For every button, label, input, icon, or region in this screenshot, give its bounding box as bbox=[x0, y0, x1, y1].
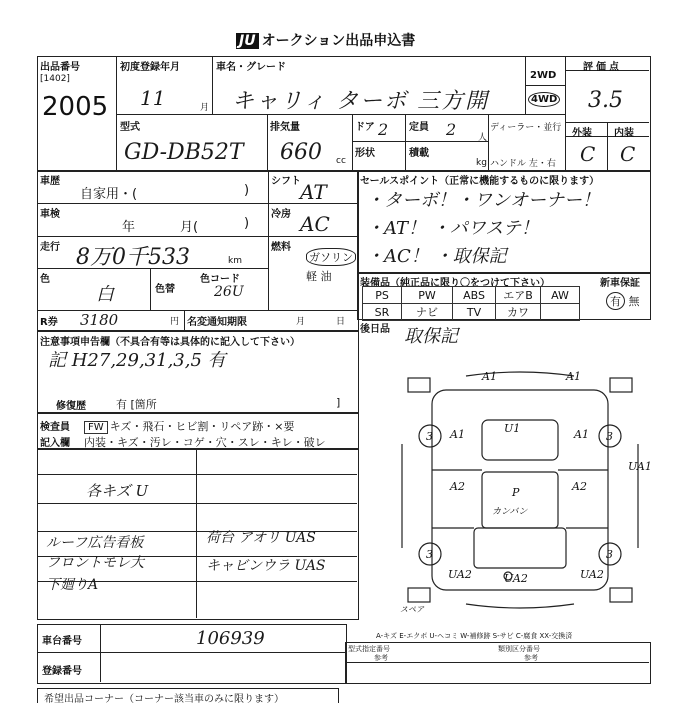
type-label-c: 類別区分番号 bbox=[498, 645, 540, 653]
note-left-3: フロントモレ大 bbox=[46, 555, 144, 571]
first-reg-label: 初度登録年月 bbox=[120, 62, 180, 73]
dmg-a1-front-right: A1 bbox=[566, 370, 581, 383]
note-left-1: 各キズ U bbox=[86, 482, 149, 500]
type-label-a: 型式指定番号 bbox=[348, 645, 390, 653]
color-change-label: 色替 bbox=[155, 284, 175, 295]
after-label: 後日品 bbox=[360, 324, 390, 335]
rating-label: 評価点 bbox=[583, 62, 622, 73]
repair-value: 有 [箇所 bbox=[116, 398, 157, 411]
form-header bbox=[236, 30, 415, 50]
history-value: 自家用・( bbox=[80, 187, 138, 202]
car-name-label: 車名・グレード bbox=[216, 62, 286, 73]
car-damage-diagram bbox=[400, 360, 670, 620]
lot-label: 出品番号 bbox=[40, 62, 80, 73]
inspector-label-2: 記入欄 bbox=[40, 438, 70, 449]
new-warranty-label: 新車保証 bbox=[600, 278, 640, 289]
dmg-a1-left: A1 bbox=[450, 428, 465, 441]
warranty-yes: 有 bbox=[606, 292, 625, 310]
interior-value: C bbox=[620, 142, 636, 166]
drive-2wd: 2WD bbox=[530, 70, 557, 81]
inspector-label-1: 検査員 bbox=[40, 422, 70, 433]
notes-value: 記 H27,29,31,3,5 有 bbox=[48, 350, 226, 371]
shape-label: 形状 bbox=[355, 148, 375, 159]
car-name-value: キャリィ ターボ 三方開 bbox=[232, 89, 490, 114]
shaken-label: 車検 bbox=[40, 209, 60, 220]
type-label-b: 参考 bbox=[374, 654, 388, 662]
exterior-label: 外装 bbox=[572, 128, 592, 139]
capacity-value: 2 bbox=[446, 120, 457, 139]
meigi-label: 名変通知期限 bbox=[187, 317, 247, 328]
equipment-label: 装備品（純正品に限り〇をつけて下さい） bbox=[360, 278, 550, 289]
equip-pw: PW bbox=[418, 288, 436, 302]
inspect-fw: FW bbox=[84, 421, 108, 434]
equip-ps: PS bbox=[375, 288, 389, 302]
tire-rl: 3 bbox=[426, 548, 433, 561]
shift-value: AT bbox=[300, 180, 327, 204]
dmg-u1-roof: U1 bbox=[504, 422, 521, 435]
notes-label: 注意事項申告欄（不具合有等は具体的に記入して下さい） bbox=[40, 337, 300, 348]
dmg-ua2-right: UA2 bbox=[580, 568, 604, 581]
rating-value: 3.5 bbox=[588, 88, 623, 113]
meigi-day: 日 bbox=[336, 317, 346, 327]
load-unit: kg bbox=[476, 158, 487, 168]
mileage-unit: km bbox=[228, 256, 242, 266]
equip-aw: AW bbox=[551, 288, 569, 302]
warranty-no: 無 bbox=[628, 295, 640, 308]
dmg-a2-right: A2 bbox=[572, 480, 587, 493]
frame-label: 車台番号 bbox=[42, 636, 82, 647]
color-code-value: 26U bbox=[214, 284, 244, 300]
frame-value: 106939 bbox=[196, 628, 265, 649]
shaken-close: ) bbox=[244, 216, 250, 231]
inspect-row-1 bbox=[84, 418, 294, 434]
history-label: 車歴 bbox=[40, 176, 60, 187]
fuel-gasoline: ガソリン bbox=[306, 248, 356, 266]
fuel-label: 燃料 bbox=[271, 242, 291, 253]
equip-navi: ナビ bbox=[416, 306, 438, 319]
sales-line-1: ・ターボ！・ワンオーナー！ bbox=[366, 190, 600, 211]
capacity-unit: 人 bbox=[478, 133, 488, 143]
equipment-table bbox=[362, 286, 580, 321]
mileage-label: 走行 bbox=[40, 242, 60, 253]
fuel-diesel: 軽 油 bbox=[306, 270, 332, 283]
recycle-value: 3180 bbox=[80, 311, 119, 329]
form-title: オークション出品申込書 bbox=[261, 33, 416, 49]
sales-line-2: ・AT！ ・パワステ！ bbox=[366, 218, 539, 239]
interior-label: 内装 bbox=[614, 128, 634, 139]
inspect-exterior: キズ・飛石・ヒビ割・リペア跡・×要 bbox=[109, 420, 295, 433]
repair-close: ] bbox=[336, 396, 341, 409]
displacement-label: 排気量 bbox=[270, 122, 300, 133]
repair-label: 修復歴 bbox=[56, 401, 86, 412]
lot-number: 2005 bbox=[42, 92, 109, 122]
dmg-ua2-left: UA2 bbox=[448, 568, 472, 581]
shift-label: シフト bbox=[271, 176, 301, 187]
dmg-ua1-side: UA1 bbox=[628, 460, 652, 473]
ju-logo: JU bbox=[236, 33, 259, 49]
note-left-2: ルーフ広告看板 bbox=[46, 535, 144, 551]
capacity-label: 定員 bbox=[409, 122, 429, 133]
legend: A-キズ E-エクボ U-ヘコミ W-補修跡 S-サビ C-腐食 XX-交換済 bbox=[376, 632, 573, 640]
equip-tv: TV bbox=[466, 305, 482, 319]
handle-label: ハンドル 左・右 bbox=[490, 159, 556, 169]
dmg-a2-left: A2 bbox=[450, 480, 465, 493]
color-code-label: 色コード bbox=[200, 274, 240, 285]
note-right-2: キャビンウラ UAS bbox=[206, 558, 326, 574]
after-value: 取保記 bbox=[404, 326, 458, 347]
footer-label: 希望出品コーナー（コーナー該当車のみに限ります） bbox=[44, 694, 284, 705]
first-reg-unit: 月 bbox=[200, 103, 210, 113]
recycle-unit: 円 bbox=[170, 317, 180, 327]
dmg-spare: スペア bbox=[400, 605, 424, 614]
sales-label: セールスポイント（正常に機能するものに限ります） bbox=[360, 176, 600, 187]
frame-block bbox=[37, 624, 347, 684]
note-left-4: 下廻りA bbox=[46, 577, 99, 593]
exterior-value: C bbox=[580, 142, 596, 166]
lot-sub: [1402] bbox=[40, 74, 70, 84]
first-reg-value: 11 bbox=[140, 86, 166, 110]
dealer-label: ディーラー・並行 bbox=[490, 123, 562, 133]
type-label-d: 参考 bbox=[524, 654, 538, 662]
tire-fl: 3 bbox=[426, 430, 433, 443]
dmg-a1-front-left: A1 bbox=[482, 370, 497, 383]
tire-rr: 3 bbox=[606, 548, 613, 561]
ac-value: AC bbox=[300, 212, 330, 236]
ac-label: 冷房 bbox=[271, 209, 291, 220]
load-label: 積載 bbox=[409, 148, 429, 159]
recycle-label: R券 bbox=[40, 317, 58, 328]
equip-airbag: エアB bbox=[503, 289, 533, 302]
history-close: ) bbox=[244, 183, 250, 198]
model-value: GD-DB52T bbox=[124, 140, 244, 165]
shaken-month: 月( bbox=[180, 220, 199, 235]
equip-sr: SR bbox=[374, 305, 390, 319]
reg-label: 登録番号 bbox=[42, 666, 82, 677]
displacement-unit: cc bbox=[336, 156, 346, 166]
meigi-month: 月 bbox=[296, 317, 306, 327]
doors-label: ドア bbox=[355, 122, 375, 133]
model-label: 型式 bbox=[120, 122, 140, 133]
dmg-a1-right: A1 bbox=[574, 428, 589, 441]
shaken-year: 年 bbox=[122, 220, 136, 235]
color-label: 色 bbox=[40, 274, 50, 285]
color-value: 白 bbox=[96, 284, 114, 305]
displacement-value: 660 bbox=[280, 140, 322, 165]
drive-4wd: 4WD bbox=[528, 92, 560, 107]
dmg-p: P bbox=[512, 486, 520, 499]
mileage-value: 8万0千533 bbox=[76, 245, 190, 270]
dmg-kanban: カンバン bbox=[492, 507, 528, 517]
sales-line-3: ・AC！ ・取保記 bbox=[366, 246, 507, 267]
note-right-1: 荷台 アオリ UAS bbox=[206, 530, 316, 546]
inspect-row-2: 内装・キズ・汚レ・コゲ・穴・スレ・キレ・破レ bbox=[84, 436, 326, 449]
new-warranty-choice bbox=[606, 292, 640, 310]
tire-fr: 3 bbox=[606, 430, 613, 443]
dmg-ua2-center: UA2 bbox=[504, 572, 528, 585]
doors-value: 2 bbox=[378, 120, 389, 139]
equip-leather: カワ bbox=[507, 306, 529, 319]
equip-abs: ABS bbox=[463, 288, 485, 302]
